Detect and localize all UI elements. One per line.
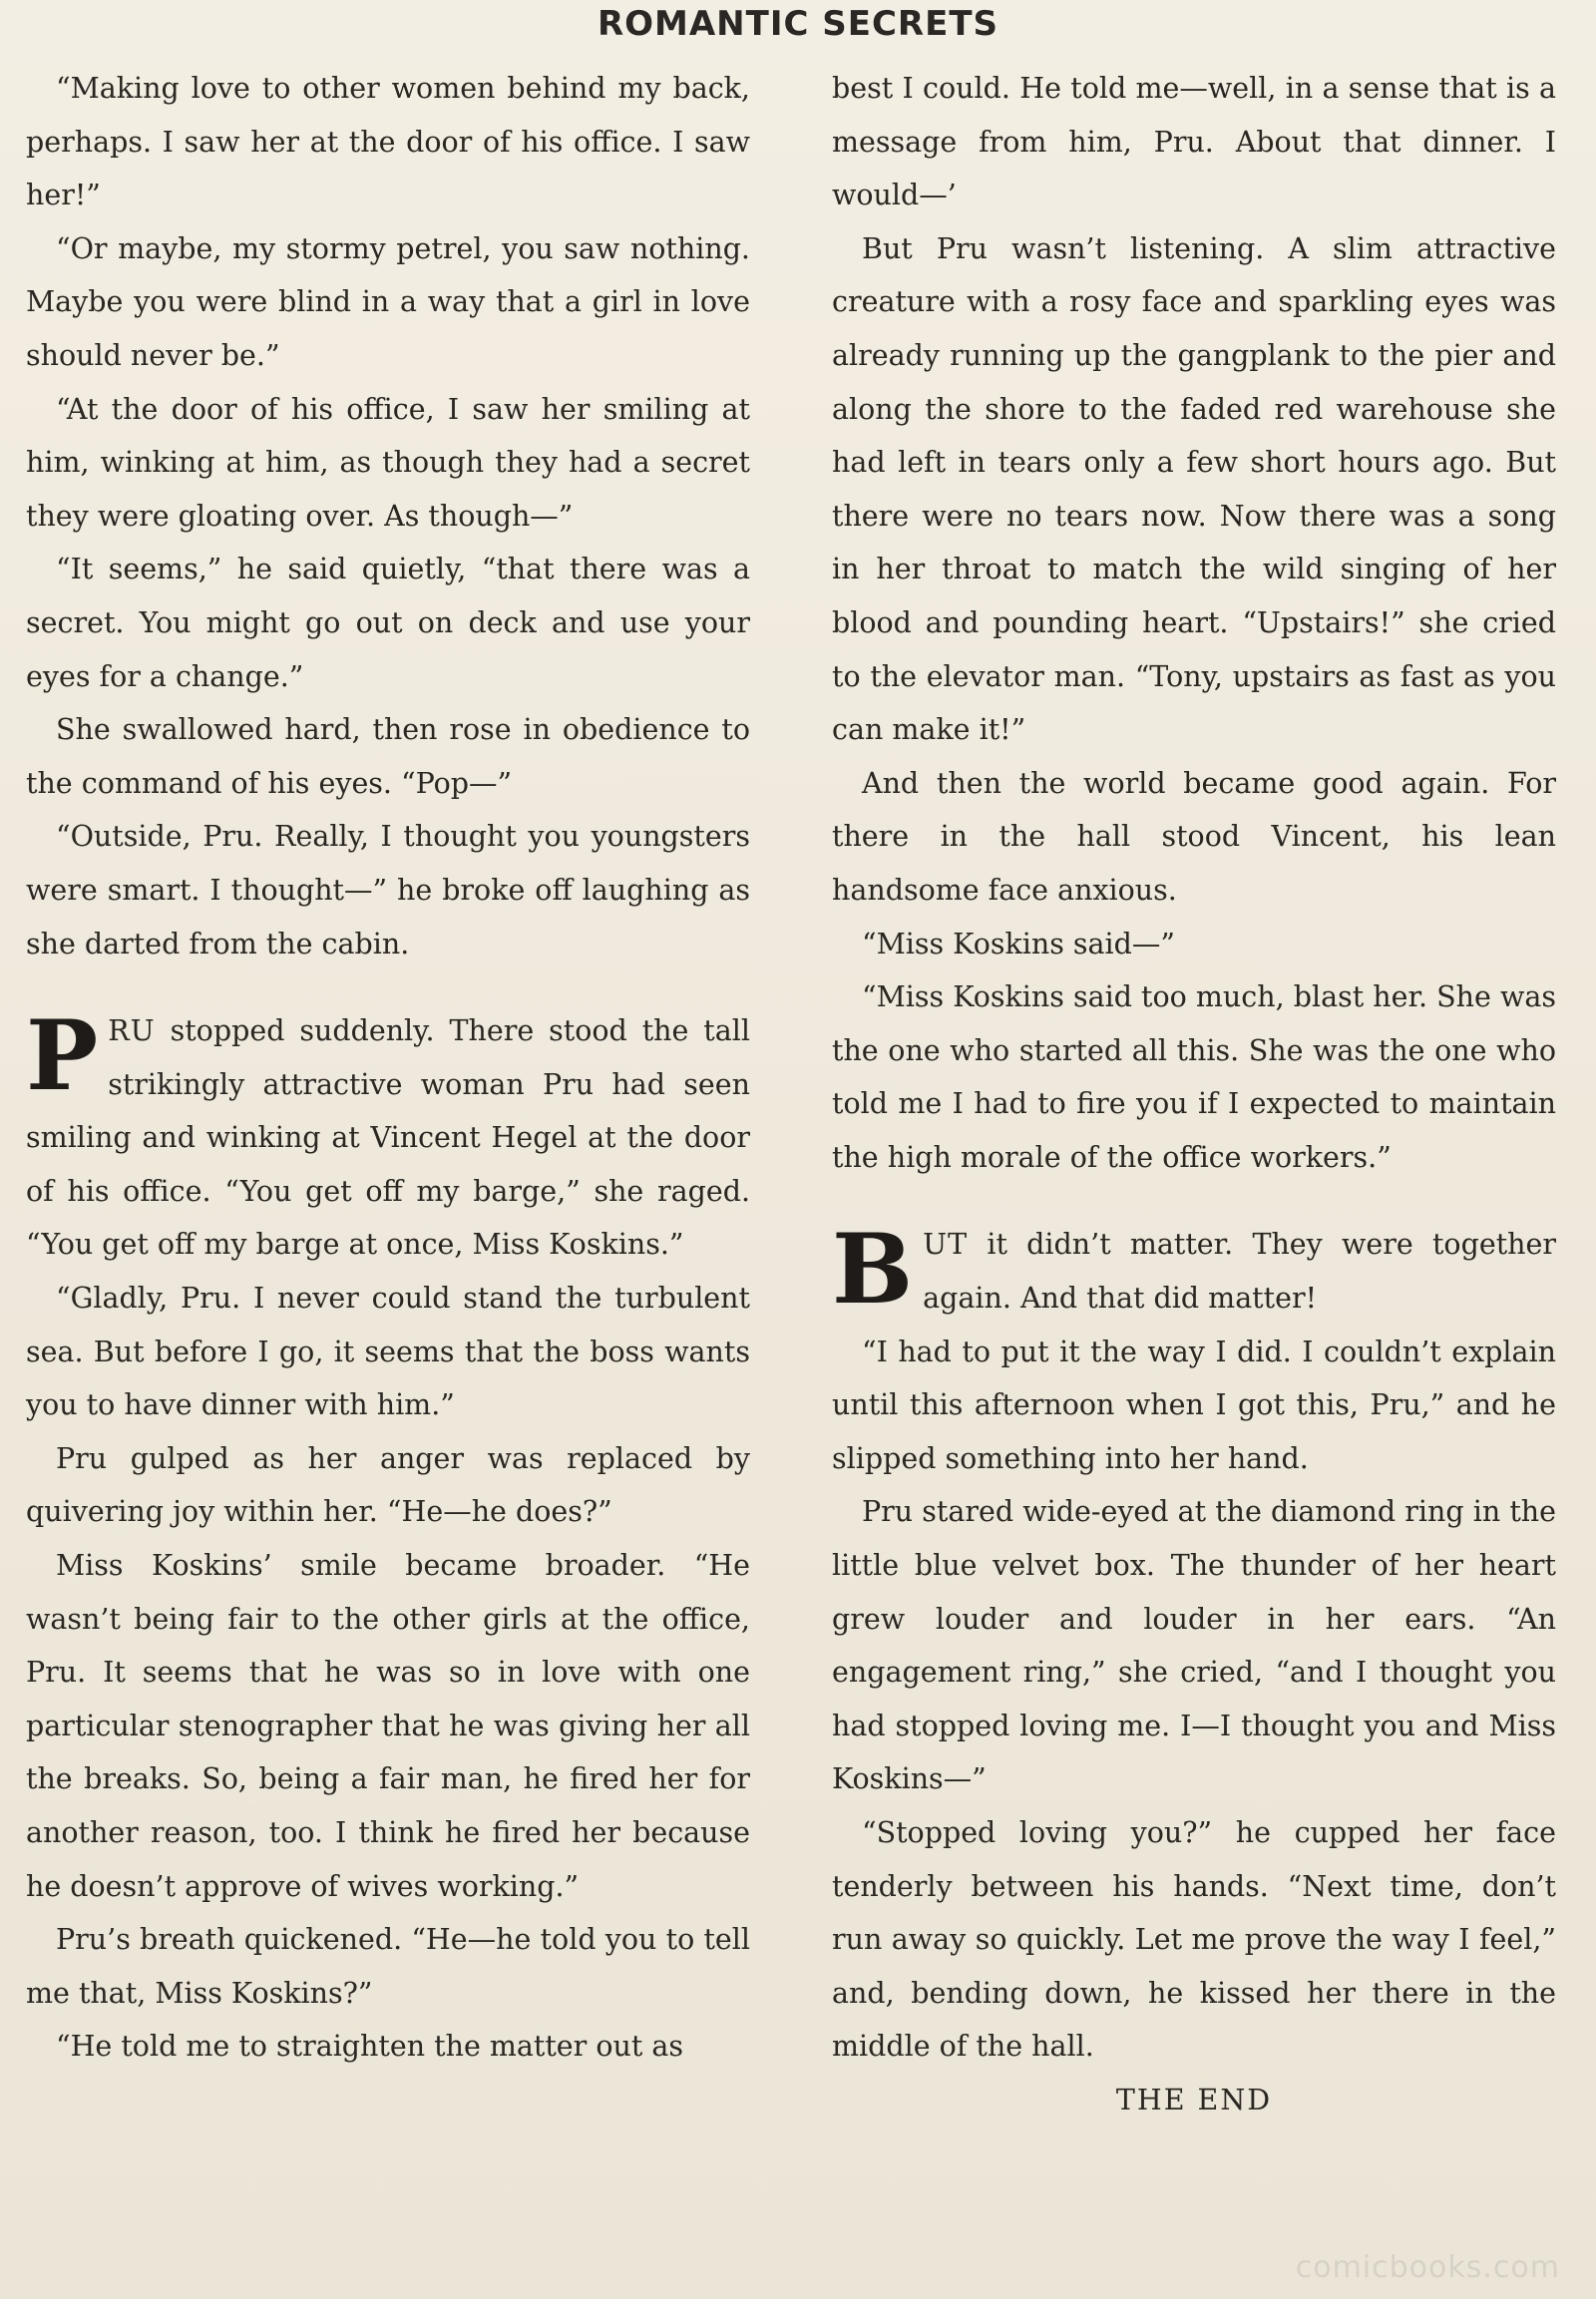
paragraph xyxy=(26,999,750,1272)
paragraph-text: stopped suddenly. There stood the tall strikingly attractive woman Pru had seen smiling and winking at Vincent Hegel at the door of his office. “You get off my barge,” she raged. “You get off my barge at once, Miss Koskins.” xyxy=(26,1014,750,1262)
paragraph-text: But Pru wasn’t listening. A slim attractive creature with a rosy face and sparkling eyes was already running up the gangplank to the pier and along the shore to the faded red warehouse she had left in tears only a few short hours ago. But there were no tears now. Now there was a song in her throat to match the wild singing of her blood and pounding heart. “Upstairs!” she cried to the elevator man. “Tony, upstairs as fast as you can make it!” xyxy=(832,231,1556,747)
watermark: comicbooks.com xyxy=(1295,2250,1560,2285)
the-end-label: THE END xyxy=(1115,2083,1273,2116)
paragraph xyxy=(26,1539,750,1913)
paragraph xyxy=(26,383,750,544)
paragraph xyxy=(26,2020,750,2074)
paragraph xyxy=(832,222,1556,757)
paragraph-text: “Or maybe, my stormy petrel, you saw nothing. Maybe you were blind in a way that a girl in love should never be.” xyxy=(26,231,750,372)
paragraph-text: Pru gulped as her anger was replaced by quivering joy within her. “He—he does?” xyxy=(26,1441,750,1529)
paragraph-text: “I had to put it the way I did. I couldn’t explain until this afternoon when I got this, Pru,” and he slipped something into her hand. xyxy=(832,1335,1556,1475)
paragraph xyxy=(832,1485,1556,1806)
paragraph xyxy=(26,703,750,810)
paragraph-text: “Gladly, Pru. I never could stand the turbulent sea. But before I go, it seems that the boss wants you to have dinner with him.” xyxy=(26,1282,750,1422)
paragraph-text: “It seems,” he said quietly, “that there was a secret. You might go out on deck and use your eyes for a change.” xyxy=(26,553,750,693)
paragraph xyxy=(832,918,1556,971)
paragraph-text: “Making love to other women behind my back, perhaps. I saw her at the door of his office. I saw her!” xyxy=(26,72,750,212)
paragraph xyxy=(832,970,1556,1184)
paragraph-text: She swallowed hard, then rose in obedience to the command of his eyes. “Pop—” xyxy=(26,713,750,800)
drop-cap-lead: RU xyxy=(108,1014,156,1048)
paragraph-text: “Outside, Pru. Really, I thought you youngsters were smart. I thought—” he broke off laughing as she darted from the cabin. xyxy=(26,820,750,960)
paragraph-text: best I could. He told me—well, in a sense that is a message from him, Pru. About that dinner. I would—’ xyxy=(832,72,1556,212)
paragraph-text: “Miss Koskins said too much, blast her. She was the one who started all this. She was the one who told me I had to fire you if I expected to maintain the high morale of the office workers.” xyxy=(832,980,1556,1174)
paragraph xyxy=(26,1432,750,1539)
left-text-column xyxy=(26,62,750,2074)
paragraph-text: Miss Koskins’ smile became broader. “He wasn’t being fair to the other girls at the office, Pru. It seems that he was so in love with one particular stenographer that he was giving her all the breaks. So, being a fair man, he fired her for another reason, too. I think he fired her because he doesn’t approve of wives working.” xyxy=(26,1549,750,1903)
paragraph-text: “Stopped loving you?” he cupped her face tenderly between his hands. “Next time, don’t run away so quickly. Let me prove the way I feel,” and, bending down, he kissed her there in the middle of the hall. xyxy=(832,1816,1556,2064)
paragraph xyxy=(26,222,750,383)
paragraph xyxy=(832,1326,1556,1486)
page-header-title: ROMANTIC SECRETS xyxy=(597,4,999,44)
paragraph-text: Pru stared wide-eyed at the diamond ring in the little blue velvet box. The thunder of her heart grew louder and louder in her ears. “An engagement ring,” she cried, “and I thought you had stopped loving me. I—I thought you and Miss Koskins—” xyxy=(832,1495,1556,1796)
paragraph-text: “Miss Koskins said—” xyxy=(862,927,1175,960)
paragraph-text: And then the world became good again. For there in the hall stood Vincent, his lean handsome face anxious. xyxy=(832,766,1556,907)
paragraph xyxy=(832,1806,1556,2074)
paragraph xyxy=(832,1213,1556,1327)
paragraph xyxy=(832,62,1556,222)
drop-cap-letter: B xyxy=(832,1213,914,1327)
paragraph-text: “At the door of his office, I saw her smiling at him, winking at him, as though they had a secret they were gloating over. As though—” xyxy=(26,392,750,533)
paragraph-text: “He told me to straighten the matter out as xyxy=(56,2030,683,2064)
right-text-column xyxy=(832,62,1556,2127)
paragraph xyxy=(832,757,1556,918)
drop-cap-lead: UT xyxy=(923,1228,969,1262)
paragraph xyxy=(26,1272,750,1432)
paragraph xyxy=(26,62,750,222)
drop-cap-letter: P xyxy=(26,999,99,1113)
paragraph xyxy=(26,543,750,703)
paragraph-text: it didn’t matter. They were together again. And that did matter! xyxy=(923,1228,1556,1316)
paragraph xyxy=(26,1913,750,2020)
paragraph-text: Pru’s breath quickened. “He—he told you to tell me that, Miss Koskins?” xyxy=(26,1923,750,2010)
paragraph xyxy=(26,810,750,970)
